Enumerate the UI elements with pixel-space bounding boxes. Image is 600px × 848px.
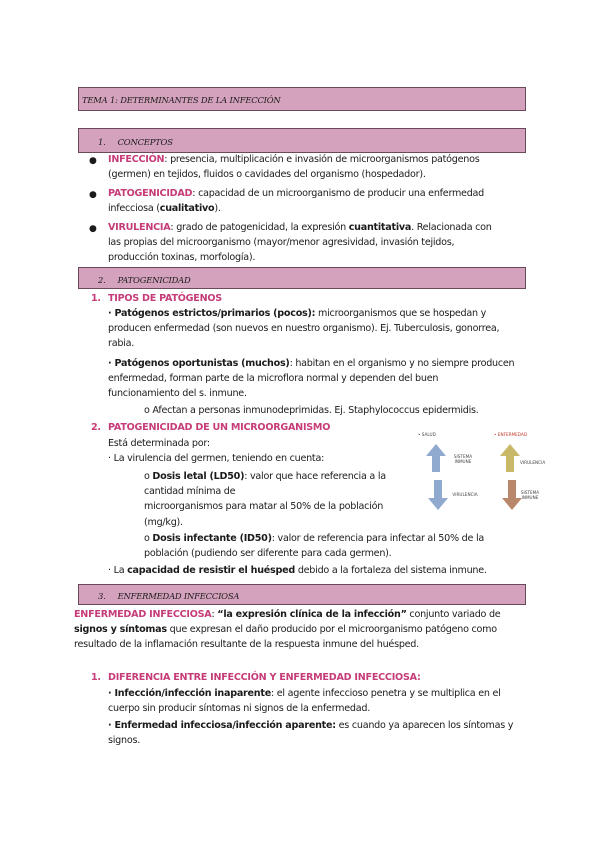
sistema-inmune-label-right: SISTEMA INMUNE	[520, 490, 540, 500]
title-bar	[78, 87, 526, 111]
section-number: 3.	[98, 591, 106, 601]
section-title: ENFERMEDAD INFECCIOSA	[117, 591, 240, 601]
salud-header: • SALUD	[418, 432, 436, 437]
sistema-inmune-label-left: SISTEMA INMUNE	[453, 454, 473, 464]
micro-heading-number: 2.	[91, 422, 101, 433]
oportunistas-paragraph: · Patógenos oportunistas (muchos): habitan en el organismo y no siempre producen enfermedad, forman parte de la microflora normal y dependen del buen funcionamiento del s. inmune.	[108, 358, 515, 400]
id50-paragraph: o Dosis infectante (ID50): valor de referencia para infectar al 50% de la población (pudiendo ser diferente para cada germen).	[144, 533, 484, 560]
inaparente-paragraph: · Infección/infección inaparente: el agente infeccioso penetra y se multiplica en el cuerpo sin producir síntomas ni signos de la enfermedad.	[108, 688, 501, 715]
enfermedad-definition: ENFERMEDAD INFECCIOSA: “la expresión clínica de la infección” conjunto variado de signos y síntomas que expresan el daño producido por el microorganismo patógeno como resultado de la inflamación resultante de la respuesta inmune del huésped.	[74, 609, 501, 651]
section-1-bar	[78, 128, 526, 153]
oportunistas-subitem: o Afectan a personas inmunodeprimidas. Ej. Staphylococcus epidermidis.	[144, 405, 479, 416]
blue-down-arrow	[428, 480, 448, 510]
bullet-icon: ●	[89, 190, 97, 200]
enfermedad-header: • ENFERMEDAD	[494, 432, 528, 437]
bullet-icon: ●	[89, 156, 97, 166]
tipos-title: TIPOS DE PATÓGENOS	[108, 293, 222, 304]
aparente-paragraph: · Enfermedad infecciosa/infección aparente: es cuando ya aparecen los síntomas y signos.	[108, 720, 514, 747]
infeccion-definition: INFECCIÓN: presencia, multiplicación e invasión de microorganismos patógenos (germen) en tejidos, fluidos o cavidades del organismo (hospedador).	[108, 154, 480, 181]
brown-down-arrow	[502, 480, 522, 510]
micro-intro: Está determinada por: · La virulencia del germen, teniendo en cuenta:	[108, 438, 325, 465]
micro-heading: PATOGENICIDAD DE UN MICROORGANISMO	[108, 422, 331, 433]
diferencia-heading-number: 1.	[91, 672, 101, 683]
diferencia-heading: DIFERENCIA ENTRE INFECCIÓN Y ENFERMEDAD INFECCIOSA:	[108, 672, 421, 683]
olive-up-arrow	[500, 444, 520, 472]
document-title: TEMA 1: DETERMINANTES DE LA INFECCIÓN	[82, 95, 281, 105]
section-3-bar	[78, 584, 526, 605]
resistir-paragraph: · La capacidad de resistir el huésped debido a la fortaleza del sistema inmune.	[108, 565, 487, 576]
tipos-heading: 1.	[91, 293, 101, 304]
blue-up-arrow	[426, 444, 446, 472]
section-number: 2.	[98, 275, 106, 285]
section-2-bar	[78, 267, 526, 289]
section-number: 1.	[98, 137, 106, 147]
estrictos-paragraph: · Patógenos estrictos/primarios (pocos): microorganismos que se hospedan y producen enfermedad (son nuevos en nuestro organismo). Ej. Tuberculosis, gonorrea, rabia.	[108, 308, 500, 350]
patogenicidad-definition: PATOGENICIDAD: capacidad de un microorganismo de producir una enfermedad infecciosa (cualitativo).	[108, 188, 485, 215]
ld50-paragraph: o Dosis letal (LD50): valor que hace referencia a la cantidad mínima de microorganismos para matar al 50% de la población (mg/kg).	[144, 471, 386, 528]
virulencia-label-left: VIRULENCIA	[452, 492, 478, 497]
arrows-graphic	[418, 430, 536, 520]
section-title: CONCEPTOS	[117, 137, 173, 147]
bullet-icon: ●	[89, 224, 97, 234]
health-disease-diagram	[418, 430, 546, 520]
virulencia-label-right: VIRULENCIA	[520, 460, 546, 465]
section-title: PATOGENICIDAD	[117, 275, 191, 285]
virulencia-definition: VIRULENCIA: grado de patogenicidad, la expresión cuantitativa. Relacionada con las propias del microorganismo (mayor/menor agresividad, invasión tejidos, producción toxinas, morfología).	[108, 222, 492, 264]
